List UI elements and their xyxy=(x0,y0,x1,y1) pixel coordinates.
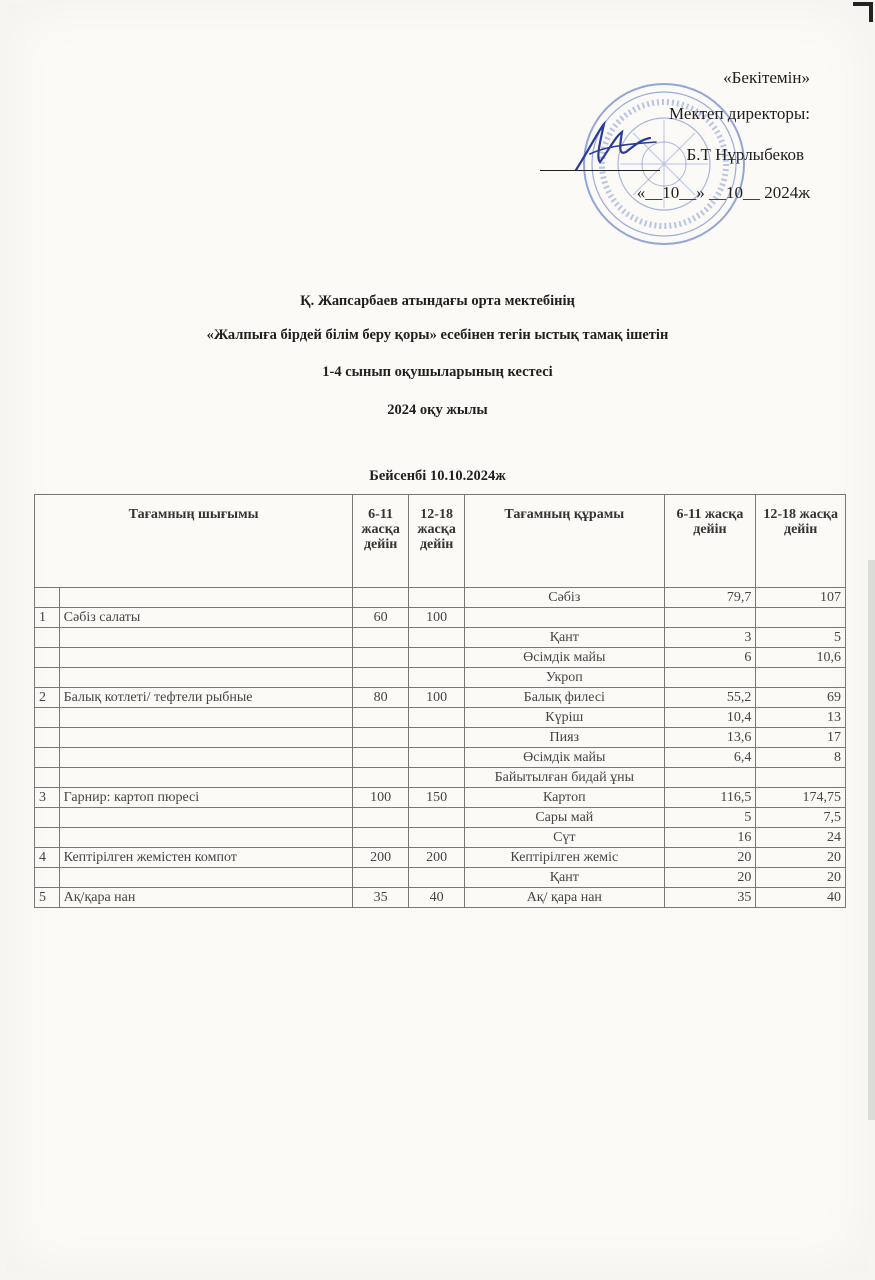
cell-dish: Кептірілген жемістен компот xyxy=(59,848,352,868)
cell-age-a: 80 xyxy=(353,688,409,708)
approval-position: Мектеп директоры: xyxy=(669,104,810,123)
cell-num: 5 xyxy=(35,888,60,908)
cell-age-b: 150 xyxy=(409,788,465,808)
school-year: 2024 оқу жылы xyxy=(387,402,488,418)
cell-dish xyxy=(59,648,352,668)
cell-age-b xyxy=(409,808,465,828)
cell-v1: 20 xyxy=(664,868,756,888)
cell-age-a: 60 xyxy=(353,608,409,628)
cell-v1: 13,6 xyxy=(664,728,756,748)
table-row xyxy=(35,748,846,768)
cell-age-b xyxy=(409,708,465,728)
cell-ingredient: Өсімдік майы xyxy=(465,648,664,668)
header-age-b: 12-18 жасқа дейін xyxy=(409,495,465,588)
cell-ingredient: Балық филесі xyxy=(465,688,664,708)
approval-date: «__10__» __10__ 2024ж xyxy=(636,183,810,202)
table-row xyxy=(35,668,846,688)
table-row xyxy=(35,868,846,888)
cell-dish xyxy=(59,828,352,848)
cell-num xyxy=(35,808,60,828)
cell-age-a xyxy=(353,588,409,608)
cell-v2: 24 xyxy=(756,828,846,848)
table-header-row xyxy=(35,495,846,588)
cell-v1 xyxy=(664,768,756,788)
header-age-a: 6-11 жасқа дейін xyxy=(353,495,409,588)
cell-age-b: 200 xyxy=(409,848,465,868)
table-row xyxy=(35,648,846,668)
cell-age-b xyxy=(409,768,465,788)
cell-num xyxy=(35,708,60,728)
cell-age-a xyxy=(353,808,409,828)
corner-mark xyxy=(853,2,873,22)
cell-num xyxy=(35,828,60,848)
cell-age-b: 100 xyxy=(409,608,465,628)
cell-num xyxy=(35,728,60,748)
cell-v2: 174,75 xyxy=(756,788,846,808)
cell-v2: 8 xyxy=(756,748,846,768)
cell-age-a: 35 xyxy=(353,888,409,908)
cell-ingredient: Укроп xyxy=(465,668,664,688)
signature-line xyxy=(540,170,660,171)
table-row xyxy=(35,588,846,608)
approval-title: «Бекітемін» xyxy=(723,68,810,87)
cell-dish xyxy=(59,868,352,888)
cell-v2: 40 xyxy=(756,888,846,908)
cell-dish: Балық котлеті/ тефтели рыбные xyxy=(59,688,352,708)
cell-age-b xyxy=(409,828,465,848)
signature-icon xyxy=(570,118,660,178)
cell-age-a: 100 xyxy=(353,788,409,808)
cell-num xyxy=(35,588,60,608)
cell-age-b xyxy=(409,588,465,608)
cell-v2: 20 xyxy=(756,868,846,888)
table-row xyxy=(35,888,846,908)
cell-num xyxy=(35,768,60,788)
cell-age-b: 40 xyxy=(409,888,465,908)
table-row xyxy=(35,808,846,828)
cell-age-a xyxy=(353,868,409,888)
cell-num xyxy=(35,648,60,668)
cell-v1: 3 xyxy=(664,628,756,648)
header-dish: Тағамның шығымы xyxy=(35,495,353,588)
cell-age-b xyxy=(409,728,465,748)
cell-age-b xyxy=(409,748,465,768)
cell-v1 xyxy=(664,668,756,688)
cell-v2: 5 xyxy=(756,628,846,648)
cell-v1: 35 xyxy=(664,888,756,908)
cell-num xyxy=(35,628,60,648)
cell-ingredient: Сүт xyxy=(465,828,664,848)
cell-dish: Сәбіз салаты xyxy=(59,608,352,628)
cell-dish xyxy=(59,708,352,728)
cell-age-a xyxy=(353,708,409,728)
table-row xyxy=(35,688,846,708)
cell-num: 4 xyxy=(35,848,60,868)
table-row xyxy=(35,848,846,868)
cell-age-b xyxy=(409,868,465,888)
cell-dish xyxy=(59,588,352,608)
cell-age-b: 100 xyxy=(409,688,465,708)
cell-v2 xyxy=(756,768,846,788)
header-age-d: 12-18 жасқа дейін xyxy=(756,495,846,588)
menu-date: Бейсенбі 10.10.2024ж xyxy=(369,468,506,484)
cell-dish: Ақ/қара нан xyxy=(59,888,352,908)
cell-ingredient: Сәбіз xyxy=(465,588,664,608)
table-row xyxy=(35,728,846,748)
cell-age-a xyxy=(353,728,409,748)
cell-age-a xyxy=(353,768,409,788)
cell-v2: 10,6 xyxy=(756,648,846,668)
cell-dish xyxy=(59,668,352,688)
cell-ingredient: Картоп xyxy=(465,788,664,808)
cell-ingredient: Қант xyxy=(465,868,664,888)
menu-table xyxy=(34,494,846,908)
cell-dish xyxy=(59,728,352,748)
cell-ingredient: Ақ/ қара нан xyxy=(465,888,664,908)
approval-name: Б.Т Нұрлыбеков xyxy=(686,145,804,164)
cell-num xyxy=(35,748,60,768)
cell-v1: 16 xyxy=(664,828,756,848)
cell-age-b xyxy=(409,648,465,668)
table-row xyxy=(35,708,846,728)
cell-ingredient: Кептірілген жеміс xyxy=(465,848,664,868)
fund-line: «Жалпыға бірдей білім беру қоры» есебінен тегін ыстық тамақ ішетін xyxy=(206,327,669,343)
cell-dish: Гарнир: картоп пюресі xyxy=(59,788,352,808)
cell-ingredient: Сары май xyxy=(465,808,664,828)
cell-dish xyxy=(59,748,352,768)
cell-v1 xyxy=(664,608,756,628)
cell-ingredient: Өсімдік майы xyxy=(465,748,664,768)
table-row xyxy=(35,628,846,648)
cell-dish xyxy=(59,808,352,828)
cell-dish xyxy=(59,768,352,788)
cell-v1: 6,4 xyxy=(664,748,756,768)
table-row xyxy=(35,768,846,788)
cell-num: 2 xyxy=(35,688,60,708)
cell-num xyxy=(35,868,60,888)
cell-v1: 6 xyxy=(664,648,756,668)
cell-v2: 13 xyxy=(756,708,846,728)
cell-num: 1 xyxy=(35,608,60,628)
cell-num: 3 xyxy=(35,788,60,808)
header-ingredients: Тағамның құрамы xyxy=(465,495,664,588)
cell-dish xyxy=(59,628,352,648)
cell-age-b xyxy=(409,628,465,648)
cell-v1: 10,4 xyxy=(664,708,756,728)
cell-ingredient xyxy=(465,608,664,628)
cell-v2: 20 xyxy=(756,848,846,868)
cell-ingredient: Байытылған бидай ұны xyxy=(465,768,664,788)
cell-age-a xyxy=(353,668,409,688)
cell-ingredient: Күріш xyxy=(465,708,664,728)
header-age-c: 6-11 жасқа дейін xyxy=(664,495,756,588)
cell-v1: 5 xyxy=(664,808,756,828)
table-row xyxy=(35,828,846,848)
cell-v2 xyxy=(756,608,846,628)
cell-ingredient: Қант xyxy=(465,628,664,648)
cell-v1: 79,7 xyxy=(664,588,756,608)
cell-age-a xyxy=(353,628,409,648)
table-row xyxy=(35,788,846,808)
page-edge-shadow xyxy=(868,560,875,1120)
cell-v2 xyxy=(756,668,846,688)
cell-age-a: 200 xyxy=(353,848,409,868)
cell-v1: 20 xyxy=(664,848,756,868)
cell-age-a xyxy=(353,828,409,848)
cell-v2: 17 xyxy=(756,728,846,748)
cell-age-b xyxy=(409,668,465,688)
cell-age-a xyxy=(353,748,409,768)
cell-v1: 116,5 xyxy=(664,788,756,808)
cell-v2: 7,5 xyxy=(756,808,846,828)
school-name: Қ. Жапсарбаев атындағы орта мектебінің xyxy=(300,293,575,309)
schedule-title: 1-4 сынып оқушыларының кестесі xyxy=(322,364,553,380)
cell-ingredient: Пияз xyxy=(465,728,664,748)
cell-v2: 69 xyxy=(756,688,846,708)
cell-v2: 107 xyxy=(756,588,846,608)
cell-age-a xyxy=(353,648,409,668)
cell-num xyxy=(35,668,60,688)
cell-v1: 55,2 xyxy=(664,688,756,708)
table-row xyxy=(35,608,846,628)
